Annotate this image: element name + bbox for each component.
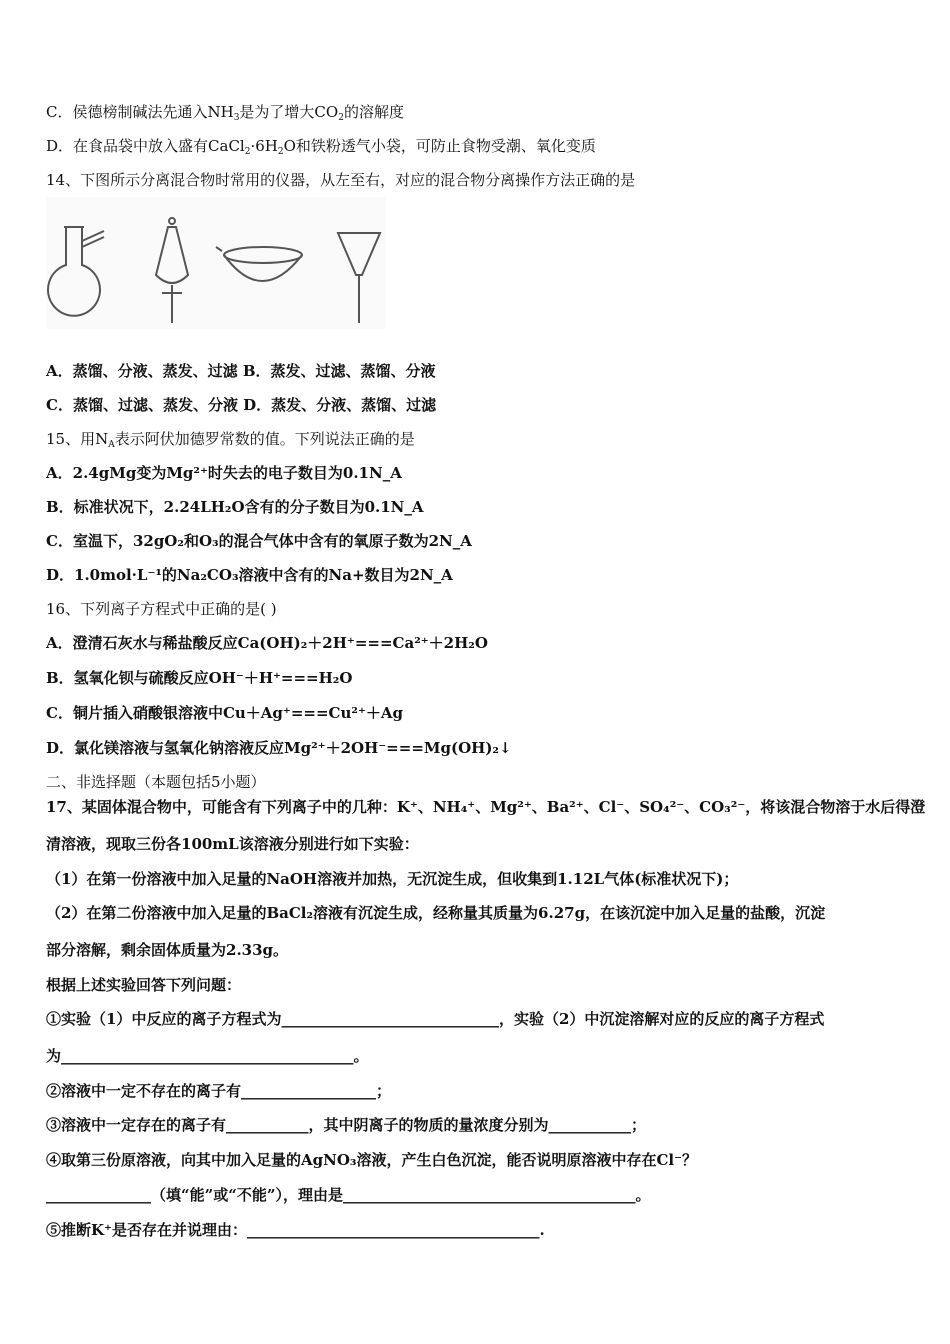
- q13-option-c: C．侯德榜制碱法先通入$NH_3$是为了增大$CO_2$的溶解度: [46, 103, 404, 123]
- q17-sub-1b: 为_______________________________________。: [46, 1047, 369, 1065]
- q17-sub-3: ③溶液中一定存在的离子有___________，其中阴离子的物质的量浓度分别为___________；: [46, 1116, 647, 1134]
- q16-stem: 16、下列离子方程式中正确的是( ): [46, 600, 277, 618]
- q14-stem: 14、下图所示分离混合物时常用的仪器，从左至右，对应的混合物分离操作方法正确的是: [46, 171, 636, 189]
- q17-exp-1: （1）在第一份溶液中加入足量的NaOH溶液并加热，无沉淀生成，但收集到1.12L气体(标准状况下)；: [46, 870, 739, 888]
- q17-sub-4a: ④取第三份原溶液，向其中加入足量的AgNO₃溶液，产生白色沉淀，能否说明原溶液中存在Cl⁻？: [46, 1151, 698, 1169]
- q17-exp-2b: 部分溶解，剩余固体质量为2.33g。: [46, 941, 289, 959]
- q17-sub-1a: ①实验（1）中反应的离子方程式为_____________________________，实验（2）中沉淀溶解对应的反应的离子方程式: [46, 1010, 825, 1028]
- q15-option-c: C．室温下，32gO₂和O₃的混合气体中含有的氧原子数为2N_A: [46, 532, 472, 550]
- q15-option-a: A．2.4gMg变为Mg²⁺时失去的电子数目为0.1N_A: [46, 464, 402, 482]
- q17-exp-2a: （2）在第二份溶液中加入足量的BaCl₂溶液有沉淀生成，经称量其质量为6.27g，在该沉淀中加入足量的盐酸，沉淀: [46, 904, 826, 922]
- q16-option-a: A．澄清石灰水与稀盐酸反应Ca(OH)₂＋2H⁺===Ca²⁺＋2H₂O: [46, 634, 488, 652]
- q15-stem: 15、用$N_A$表示阿伏加德罗常数的值。下列说法正确的是: [46, 430, 415, 450]
- lab-apparatus-figure: [46, 197, 386, 329]
- q17-sub-2: ②溶液中一定不存在的离子有__________________；: [46, 1082, 392, 1100]
- q15-option-b: B．标准状况下，2.24LH₂O含有的分子数目为0.1N_A: [46, 498, 424, 516]
- q17-sub-5: ⑤推断K⁺是否存在并说理由：_______________________________________.: [46, 1221, 545, 1239]
- q16-option-d: D．氯化镁溶液与氢氧化钠溶液反应Mg²⁺＋2OH⁻===Mg(OH)₂↓: [46, 739, 512, 757]
- q13-option-d: D．在食品袋中放入盛有$CaCl_2\cdot 6H_2O$和铁粉透气小袋，可防止食物受潮、氧化变质: [46, 137, 596, 157]
- q16-option-c: C．铜片插入硝酸银溶液中Cu＋Ag⁺===Cu²⁺＋Ag: [46, 704, 403, 722]
- q17-stem-1: 17、某固体混合物中，可能含有下列离子中的几种：K⁺、NH₄⁺、Mg²⁺、Ba²⁺、Cl⁻、SO₄²⁻、CO₃²⁻，将该混合物溶于水后得澄: [46, 798, 926, 816]
- section-2-title: 二、非选择题（本题包括5小题）: [46, 773, 266, 791]
- q17-sub-4b: ______________（填“能”或“不能”），理由是_______________________________________。: [46, 1186, 651, 1204]
- q15-option-d: D．1.0mol·L⁻¹的Na₂CO₃溶液中含有的Na+数目为2N_A: [46, 566, 453, 584]
- q17-prompt: 根据上述实验回答下列问题：: [46, 976, 242, 994]
- q14-options-cd: C．蒸馏、过滤、蒸发、分液 D．蒸发、分液、蒸馏、过滤: [46, 396, 437, 414]
- q17-stem-2: 清溶液，现取三份各100mL该溶液分别进行如下实验：: [46, 835, 419, 853]
- q14-options-ab: A．蒸馏、分液、蒸发、过滤 B．蒸发、过滤、蒸馏、分液: [46, 362, 436, 380]
- q16-option-b: B．氢氧化钡与硫酸反应OH⁻＋H⁺===H₂O: [46, 669, 353, 687]
